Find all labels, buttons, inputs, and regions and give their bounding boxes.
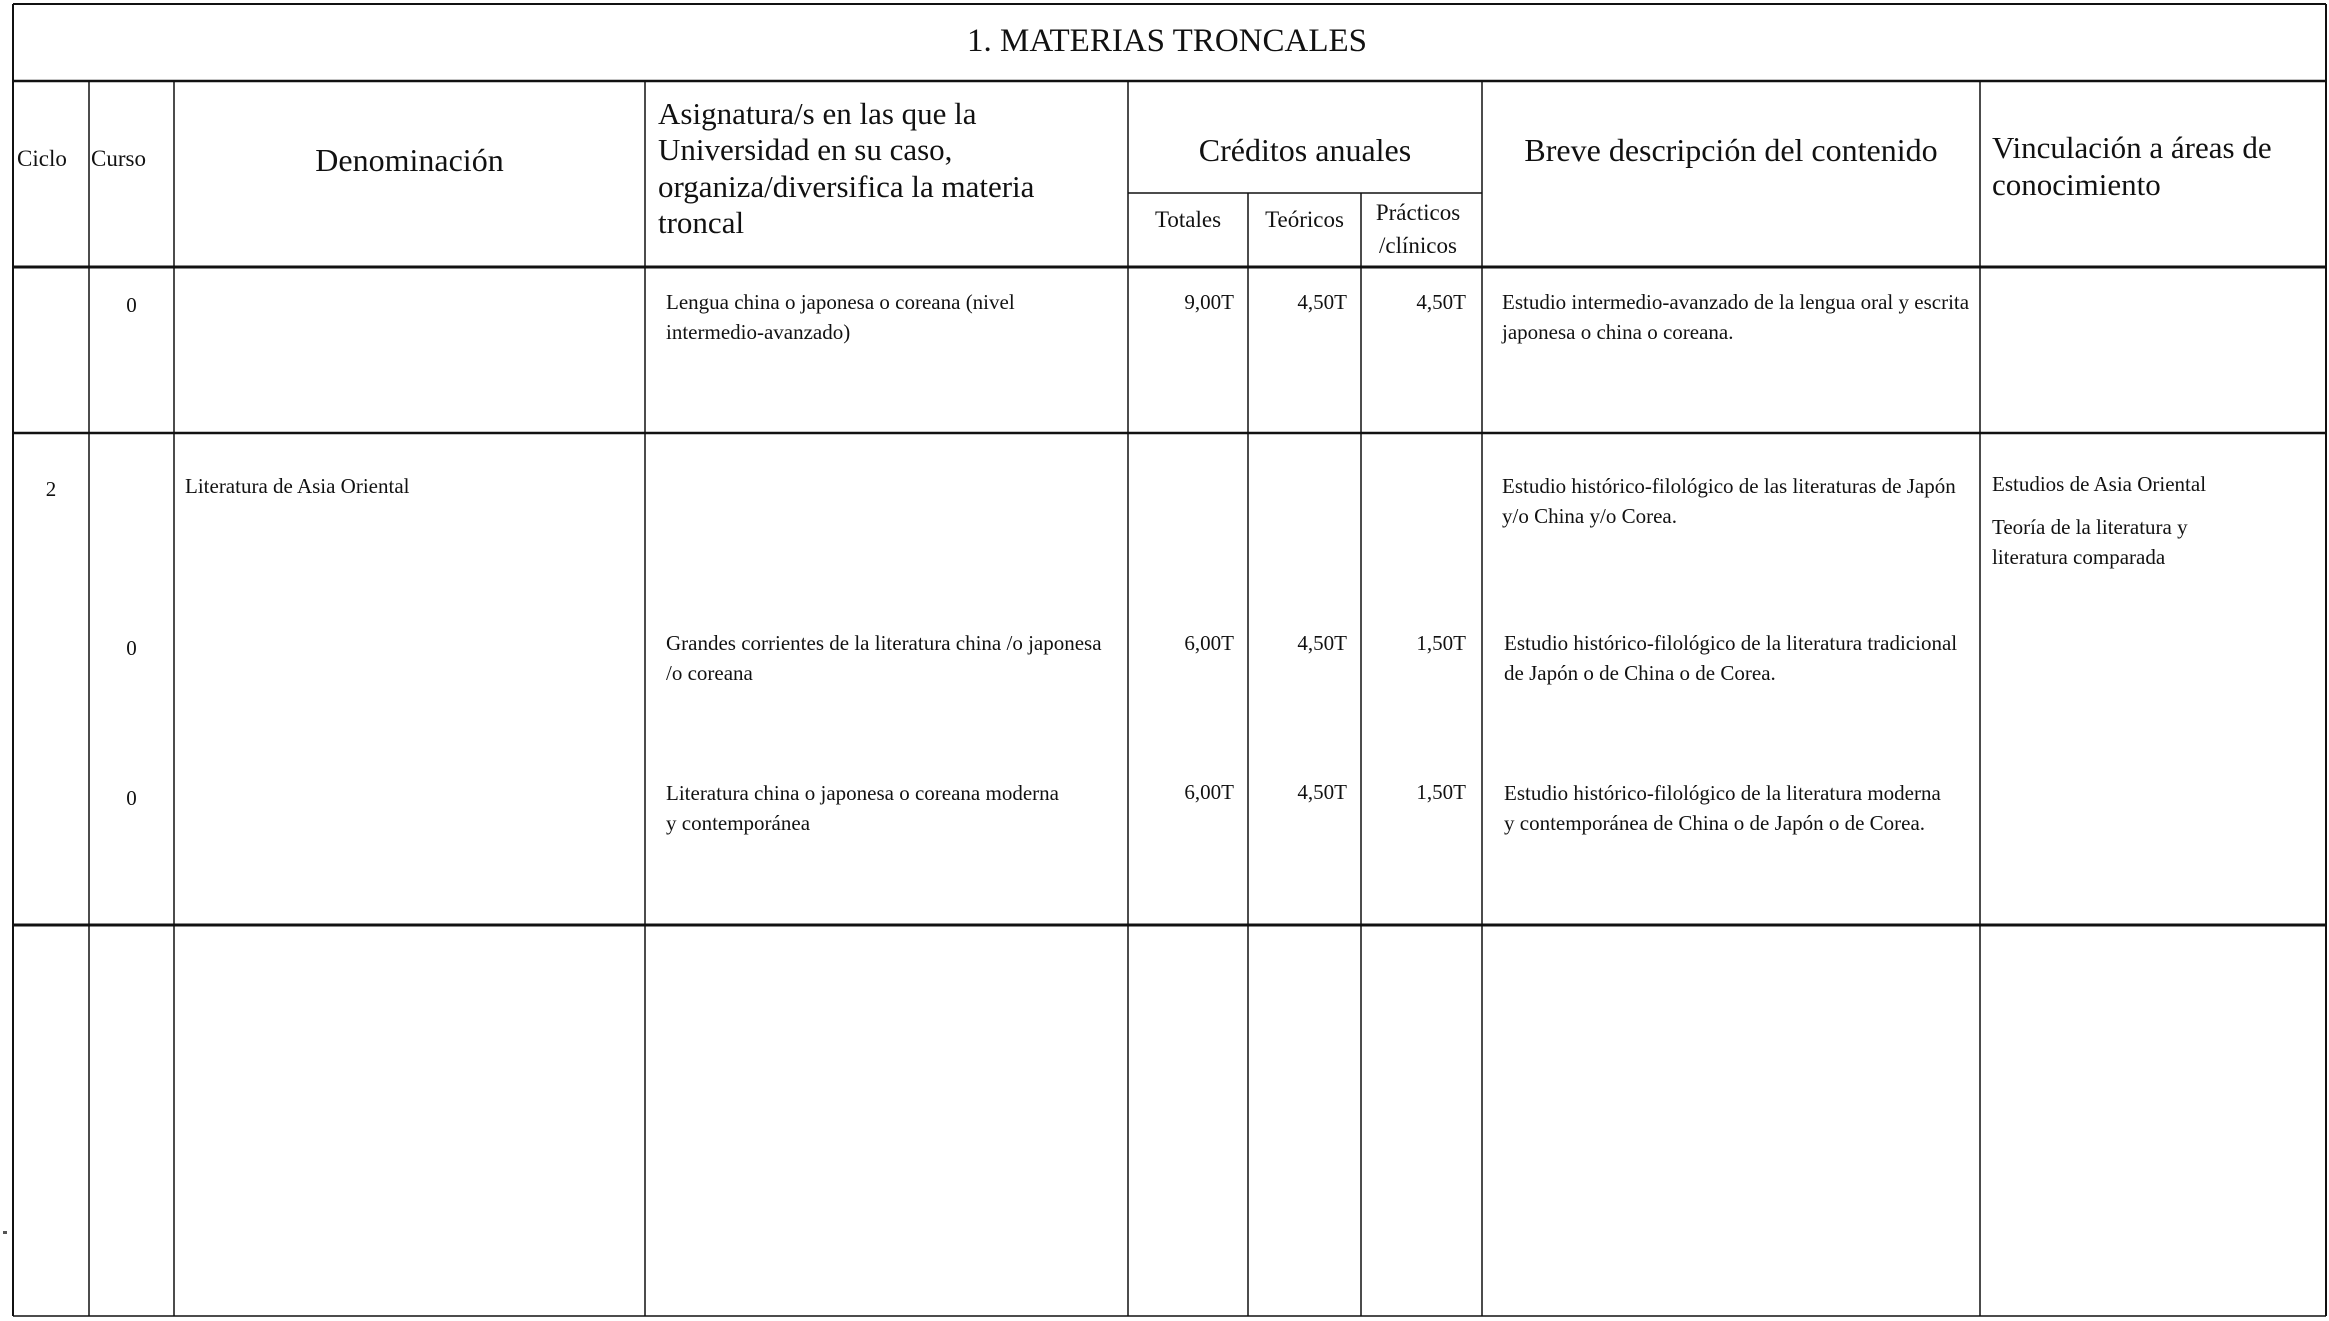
row3-teoricos: 4,50T <box>1297 631 1347 655</box>
section-title: 1. MATERIAS TRONCALES <box>966 23 1367 60</box>
row3-asignatura: Grandes corrientes de la literatura china /o japonesa /o coreana <box>666 631 1102 685</box>
row2-descripcion: Estudio histórico-filológico de las literaturas de Japón y/o China y/o Corea. <box>1502 474 1956 528</box>
row1-descripcion: Estudio intermedio-avanzado de la lengua oral y escrita japonesa o china o coreana. <box>1502 290 1970 344</box>
row1-practicos: 4,50T <box>1416 290 1466 314</box>
row3-descripcion: Estudio histórico-filológico de la literatura tradicional de Japón o de China o de Corea. <box>1504 631 1958 685</box>
header-descripcion: Breve descripción del contenido <box>1524 132 1938 168</box>
row4-totales: 6,00T <box>1184 780 1234 804</box>
row3-curso: 0 <box>126 636 137 660</box>
header-ciclo: Ciclo <box>17 146 67 171</box>
row2-denominacion: Literatura de Asia Oriental <box>185 474 410 498</box>
row3-practicos: 1,50T <box>1416 631 1466 655</box>
row4-practicos: 1,50T <box>1416 780 1466 804</box>
row2-vinculacion-2: Teoría de la literatura y literatura comparada <box>1992 515 2188 569</box>
row3-totales: 6,00T <box>1184 631 1234 655</box>
row4-asignatura: Literatura china o japonesa o coreana moderna y contemporánea <box>666 781 1059 835</box>
scan-speck <box>3 1231 7 1234</box>
row1-totales: 9,00T <box>1184 290 1234 314</box>
header-vinculacion: Vinculación a áreas de conocimiento <box>1992 130 2272 203</box>
row4-teoricos: 4,50T <box>1297 780 1347 804</box>
row4-curso: 0 <box>126 786 137 810</box>
header-practicos: Prácticos /clínicos <box>1375 200 1461 258</box>
header-denominacion: Denominación <box>315 142 504 178</box>
row1-curso: 0 <box>126 293 137 317</box>
header-teoricos: Teóricos <box>1265 207 1344 232</box>
row2-vinculacion-1: Estudios de Asia Oriental <box>1992 472 2207 496</box>
header-totales: Totales <box>1154 207 1222 232</box>
row1-asignatura: Lengua china o japonesa o coreana (nivel intermedio-avanzado) <box>666 290 1015 344</box>
row4-descripcion: Estudio histórico-filológico de la literatura moderna y contemporánea de China o de Japón o de Corea. <box>1504 781 1941 835</box>
row1-teoricos: 4,50T <box>1297 290 1347 314</box>
header-curso: Curso <box>91 146 146 171</box>
header-creditos-anuales: Créditos anuales <box>1198 132 1412 168</box>
row2-ciclo: 2 <box>45 477 57 501</box>
header-asignaturas: Asignatura/s en las que la Universidad en su caso, organiza/diversifica la materia troncal <box>658 96 1035 240</box>
